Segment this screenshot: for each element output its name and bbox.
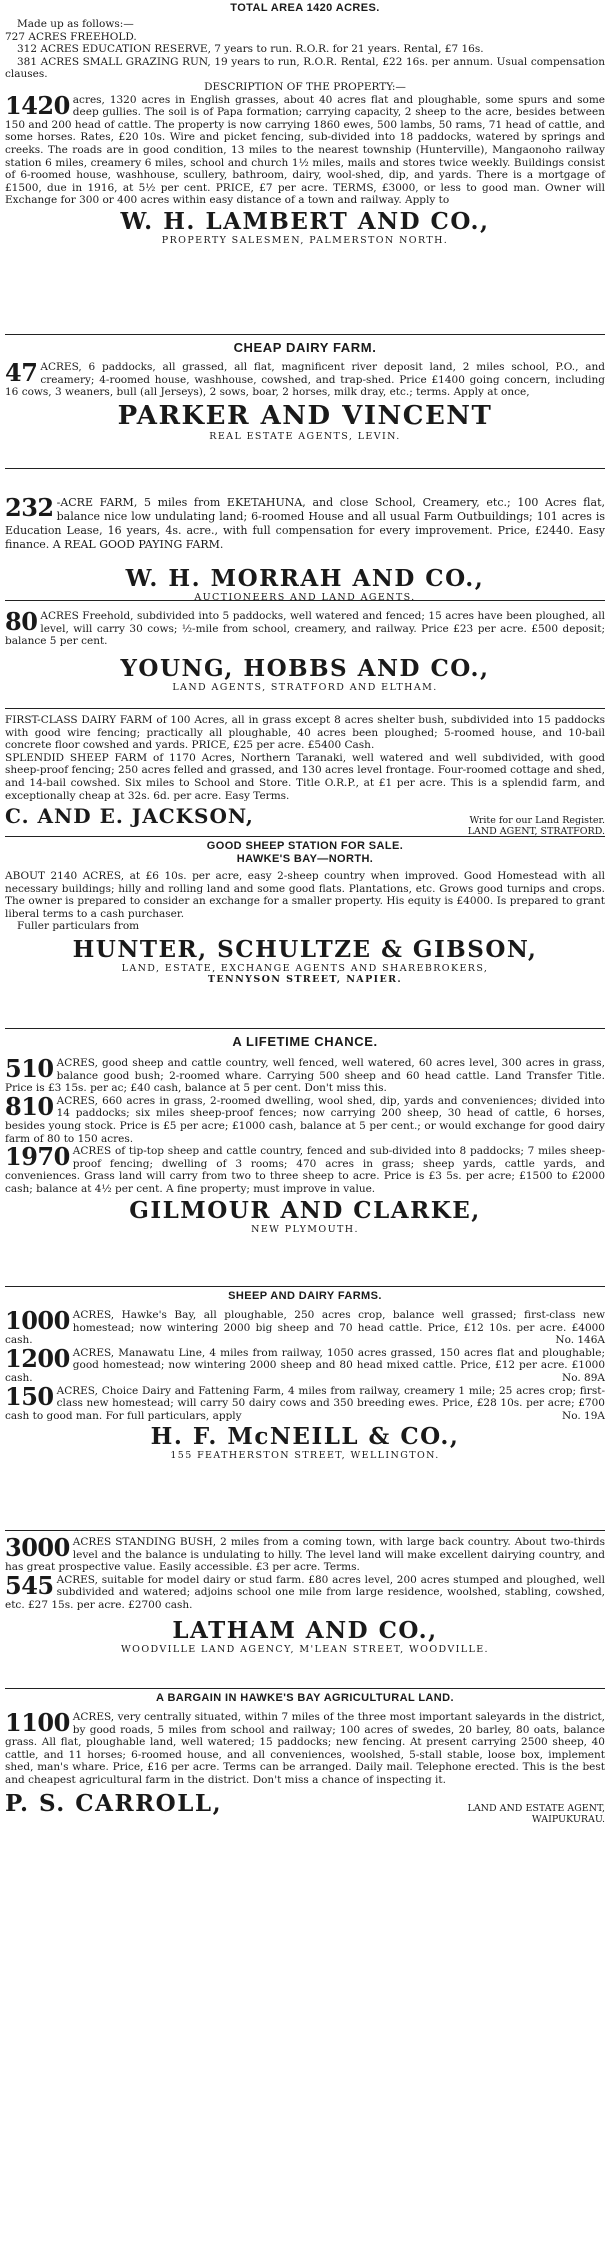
divider [5,334,605,335]
ad-text: ACRES, good sheep and cattle country, well fenced, well watered, 60 acres level, 300 acres in grass, balance good bush; 2-roomed whare. Carrying 500 sheep and 60 head cattle. Land Transfer Title. Price is £3 15s. per ac; £40 cash, balance at 5 per cent. Don't miss this. [5,1057,605,1095]
agent-address: 155 FEATHERSTON STREET, WELLINGTON. [170,1450,440,1462]
ad-text: SPLENDID SHEEP FARM of 1170 Acres, Northern Taranaki, well watered and well subdivided, with good sheep-proof fencing; 250 acres felled and grassed, and 130 acres level frontage. Four-roomed cottage and shed, and 14-bail cowshed. Six miles to School and Store. Title O.R.P., at £1 per acre. This is a splendid farm, and exceptionally cheap at 32s. 6d. per acre. Easy Terms. [5,751,605,802]
agent-address: LAND, ESTATE, EXCHANGE AGENTS AND SHAREBROKERS, [121,962,489,974]
ad-text: ACRES, 660 acres in grass, 2-roomed dwelling, wool shed, dip, yards and conveniences; divided into 14 paddocks; six miles sheep-proof fences; now carrying 200 sheep, 30 head of cattle, 6 horses, besides young stock. Price is £5 per acre; £1000 cash, balance at 5 per cent.; or would exchange for good dairy farm of 80 to 150 acres. [5,1094,605,1145]
ad-heading: A LIFETIME CHANCE. [232,1034,378,1049]
agent-name: HUNTER, SCHULTZE & GIBSON, [72,935,538,963]
agent-address: PROPERTY SALESMEN, PALMERSTON NORTH. [161,234,449,246]
agent-name: W. H. MORRAH AND CO., [125,565,485,592]
divider [5,836,605,837]
divider [5,708,605,709]
agent-address: REAL ESTATE AGENTS, LEVIN. [209,430,401,442]
divider [5,1688,605,1689]
agent-note: LAND AND ESTATE AGENT, [467,1802,605,1814]
acreage-figure: 545 [5,1570,54,1600]
ad-heading: GOOD SHEEP STATION FOR SALE. [206,840,404,852]
agent-name: C. AND E. JACKSON, [5,804,254,829]
agent-address: WOODVILLE LAND AGENCY, M'LEAN STREET, WOODVILLE. [121,1643,489,1655]
agent-name: GILMOUR AND CLARKE, [129,1196,481,1224]
agent-address: TENNYSON STREET, NAPIER. [207,973,403,985]
divider [5,1028,605,1029]
acreage-figure: 232 [5,493,54,522]
acreage-figure: 1000 [5,1306,70,1335]
acreage-figure: 1200 [5,1343,70,1373]
agent-name: LATHAM AND CO., [172,1616,438,1644]
ad-text: Fuller particulars from [17,920,140,933]
ad-latham [5,1533,605,1655]
ad-heading: TOTAL AREA 1420 ACRES. [230,2,380,14]
acreage-figure: 150 [5,1381,54,1411]
agent-name: P. S. CARROLL, [5,1789,223,1817]
ad-heading: A BARGAIN IN HAWKE'S BAY AGRICULTURAL LAND. [156,1692,454,1704]
listing-number: No. 19A [562,1409,605,1422]
ad-text: ACRES, Choice Dairy and Fattening Farm, 4 miles from railway, creamery 1 mile; 25 acres crop; first-class new homestead; will carry 50 dairy cows and 350 breeding ewes. Price, £28 10s. per acre; £700 cash to good man. For full particulars, apply [5,1384,605,1422]
ad-text: 727 ACRES FREEHOLD. [5,30,137,43]
ad-morrah [5,493,605,603]
agent-address: LAND AGENTS, STRATFORD AND ELTHAM. [172,681,438,693]
ad-young-hobbs [5,607,605,693]
acreage-figure: 47 [5,358,38,387]
divider [5,600,605,601]
acreage-figure: 80 [5,607,38,636]
ad-heading: SHEEP AND DAIRY FARMS. [228,1290,382,1302]
ad-text: ACRES Freehold, subdivided into 5 paddocks, well watered and fenced; 15 acres have been ploughed, all level, will carry 30 cows; ½-mile from school, creamery, and railway. Price £23 per acre. £500 deposit; balance 5 per cent. [5,610,605,648]
ad-mcneill [5,1290,605,1461]
acreage-figure: 1420 [5,90,70,120]
acreage-figure: 1970 [5,1142,70,1172]
agent-address: NEW PLYMOUTH. [251,1223,359,1235]
ad-text: Made up as follows:— [17,18,134,30]
ad-text: FIRST-CLASS DAIRY FARM of 100 Acres, all in grass except 8 acres shelter bush, subdivided into 15 paddocks with good wire fencing; practically all ploughable, 40 acres been ploughed; 5-roomed house, and 10-bail concrete floor cowshed and yards. PRICE, £25 per acre. £5400 Cash. [5,714,605,752]
acreage-figure: 510 [5,1054,54,1083]
ad-text: 381 ACRES SMALL GRAZING RUN, 19 years to run, R.O.R. Rental, £22 16s. per annum. Usual compensation clauses. [5,55,605,81]
ad-text: ACRES, Hawke's Bay, all ploughable, 250 acres crop, balance well grassed; first-class new homestead; now wintering 2000 big sheep and 70 head cattle. Price, £12 10s. per acre. £4000 cash. [5,1309,605,1347]
ad-jackson [5,714,605,837]
ad-text: ACRES, suitable for model dairy or stud farm. £80 acres level, 200 acres stumped and ploughed, well subdivided and watered; adjoins school one mile from large residence, woolshed, stabling, cowshed, etc. £27 15s. per acre. £2700 cash. [5,1573,605,1611]
acreage-figure: 1100 [5,1708,70,1737]
ad-text: acres, 1320 acres in English grasses, about 40 acres flat and ploughable, some spurs and some deep gullies. The soil is of Papa formation; carrying capacity, 2 sheep to the acre, besides between 150 and 200 head of cattle. The property is now carrying 1860 ewes, 500 lambs, 50 rams, 71 head of cattle, and some horses. Rates, £20 10s. Wire and picket fencing, sub-divided into 18 paddocks, watered by springs and creeks. The roads are in good condition, 13 miles to the nearest township (Hunterville), Mangaonoho railway station 6 miles, creamery 6 miles, school and church 1½ miles, mails and stores twice weekly. Buildings consist of 6-roomed house, washhouse, scullery, bathroom, dairy, wool-shed, dip, and yards. There is a mortgage of £1500, due in 1916, at 5½ per cent. PRICE, £7 per acre. TERMS, £3000, or less to good man. Owner will Exchange for 300 or 400 acres within easy distance of a town and railway. Apply to [5,93,605,207]
divider [5,1286,605,1287]
acreage-figure: 810 [5,1091,54,1121]
ad-text: ACRES, very centrally situated, within 7 miles of the three most important saleyards in the district, by good roads, 5 miles from school and railway; 100 acres of swedes, 20 barley, 80 oats, balance grass. All flat, ploughable land, well watered; 15 paddocks; new fencing. At present carrying 2500 sheep, 40 cattle, and 11 horses; 6-roomed house, and all conveniences, woolshed, 5-stall stable, loose box, implement shed, man's whare. Price, £16 per acre. Terms can be arranged. Daily mail. Telephone erected. This is the best and cheapest agricultural farm in the district. Don't miss a chance of inspecting it. [5,1711,605,1786]
ad-gilmour-clarke [5,1034,605,1235]
ad-text: ACRES, Manawatu Line, 4 miles from railway, 1050 acres grassed, 150 acres flat and ploughable; good homestead; now wintering 2000 sheep and 80 head mixed cattle. Price, £12 per acre. £1000 cash. [5,1346,605,1384]
listing-number: No. 146A [555,1334,605,1347]
agent-address: AUCTIONEERS AND LAND AGENTS. [194,592,416,603]
acreage-figure: 3000 [5,1533,70,1562]
ad-text: ACRES, 6 paddocks, all grassed, all flat, magnificent river deposit land, 2 miles school, P.O., and creamery; 4-roomed house, washhouse, cowshed, and trap-shed. Price £1400 going concern, including 16 cows, 3 weaners, bull (all Jerseys), 2 sows, boar, 2 horses, milk dray, etc.; terms. Apply at once, [5,361,605,399]
divider [5,1530,605,1531]
divider [5,468,605,469]
agent-address: WAIPUKURAU. [531,1813,605,1825]
ad-carroll [5,1692,605,1825]
agent-address: LAND AGENT, STRATFORD. [467,826,605,838]
ad-heading: CHEAP DAIRY FARM. [233,340,377,355]
ad-hunter-schultze [5,840,605,985]
listing-number: No. 89A [562,1371,605,1384]
agent-name: H. F. McNEILL & CO., [150,1423,460,1451]
ad-subheading: HAWKE'S BAY—NORTH. [236,853,374,865]
agent-name: W. H. LAMBERT AND CO., [120,207,490,235]
agent-note: Write for our Land Register. [469,815,605,827]
agent-name: PARKER AND VINCENT [117,400,493,431]
ad-text: -ACRE FARM, 5 miles from EKETAHUNA, and close School, Creamery, etc.; 100 Acres flat, balance nice low undulating land; 6-roomed House and all usual Farm Outbuildings; 101 acres is Education Lease, 16 years, 4s. acre., with full compensation for every improvement. Price, £2440. Easy finance. A REAL GOOD PAYING FARM. [5,496,605,551]
ad-text: DESCRIPTION OF THE PROPERTY:— [204,80,406,93]
ad-text: ACRES STANDING BUSH, 2 miles from a coming town, with large back country. About two-thirds level and the balance is undulating to hilly. The level land will make excellent dairying country, and has great prospective value. Easily accessible. £3 per acre. Terms. [5,1536,605,1574]
ad-text: ACRES of tip-top sheep and cattle country, fenced and sub-divided into 8 paddocks; 7 miles sheep-proof fencing; dwelling of 3 rooms; 470 acres in grass; sheep yards, cattle yards, and conveniences. Grass land will carry from two to three sheep to acre. Price is £3 5s. per acre; £1500 to £2000 cash; balance at 4½ per cent. A fine property; must improve in value. [5,1145,605,1195]
agent-name: YOUNG, HOBBS AND CO., [120,654,490,682]
ad-text: 312 ACRES EDUCATION RESERVE, 7 years to run. R.O.R. for 21 years. Rental, £7 16s. [17,43,484,56]
ad-lambert [5,2,605,246]
ad-parker-vincent [5,340,605,442]
ad-text: ABOUT 2140 ACRES, at £6 10s. per acre, easy 2-sheep country when improved. Good Homestead with all necessary buildings; hilly and rolling land and some good flats. Plantations, etc. Grows good turnips and crops. The owner is prepared to consider an exchange for a smaller property. His equity is £4000. Is prepared to grant liberal terms to a cash purchaser. [5,870,605,920]
